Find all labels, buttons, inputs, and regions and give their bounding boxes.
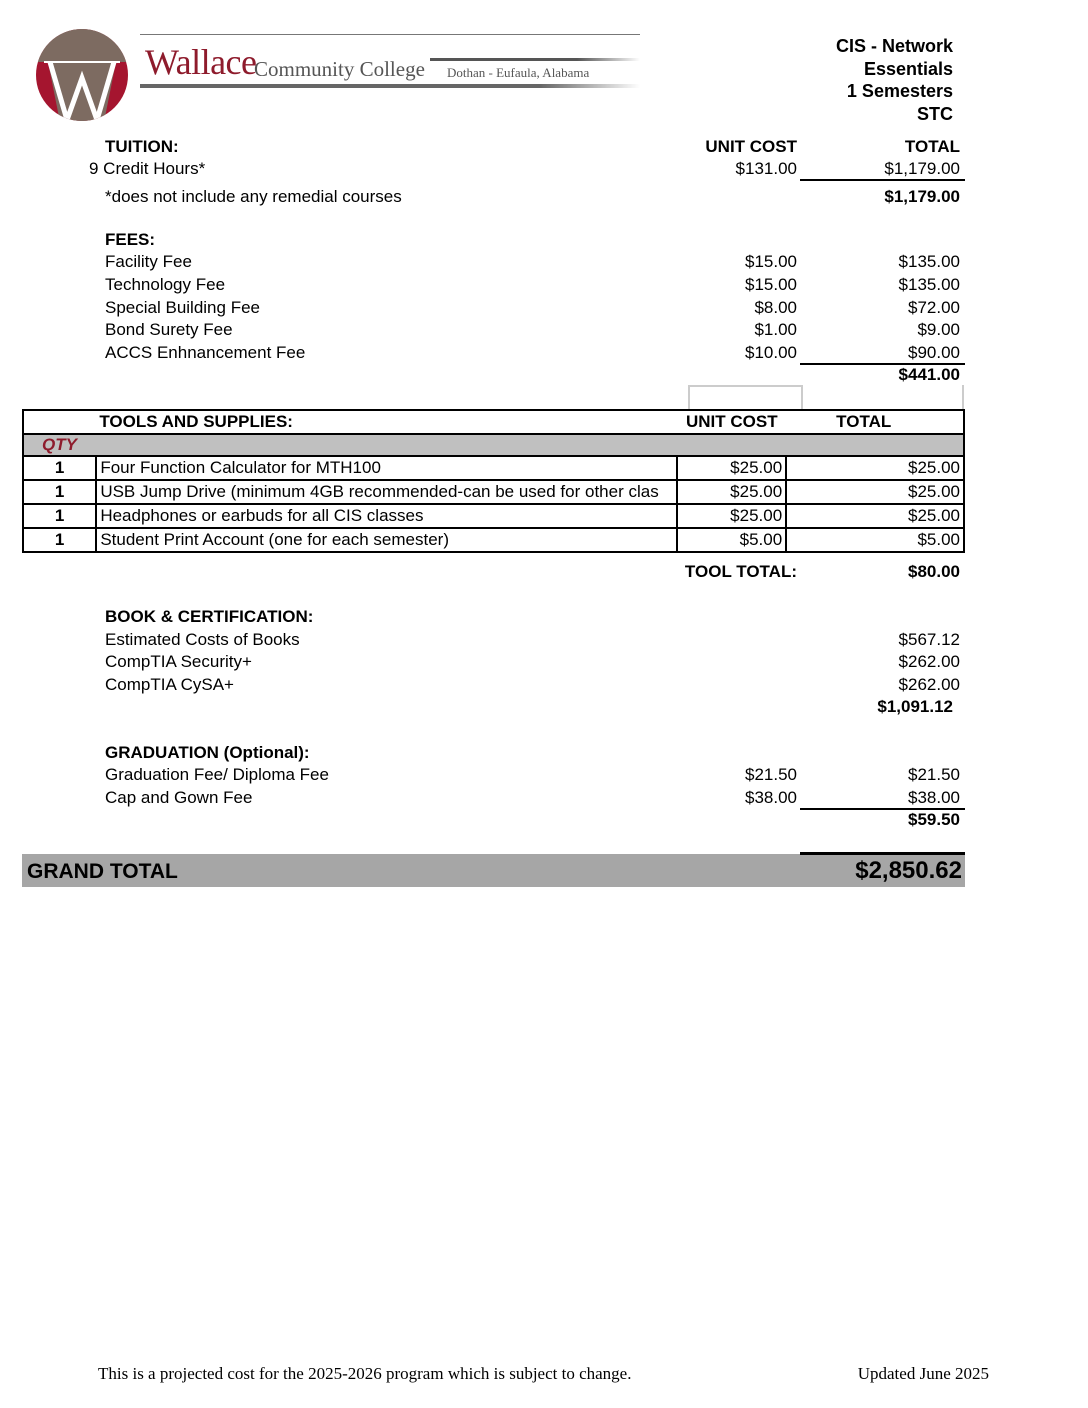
- tools-table: [22, 409, 965, 553]
- fee-total: $9.00: [917, 320, 960, 339]
- fee-unit-cost: $15.00: [745, 252, 797, 271]
- books-heading: BOOK & CERTIFICATION:: [105, 607, 314, 626]
- grand-total-overline: [800, 852, 965, 855]
- tool-qty: 1: [23, 456, 96, 480]
- fee-label: Bond Surety Fee: [105, 320, 233, 339]
- tool-total-label: TOOL TOTAL:: [684, 562, 797, 581]
- tools-unit-cost-header: UNIT COST: [677, 410, 786, 434]
- fee-label: ACCS Enhnancement Fee: [105, 343, 306, 362]
- tool-description: Student Print Account (one for each semester): [96, 528, 677, 552]
- tuition-note: *does not include any remedial courses: [105, 187, 402, 206]
- book-label: Estimated Costs of Books: [105, 630, 300, 649]
- tuition-unit-cost-header: UNIT COST: [705, 137, 797, 156]
- tool-total-value: $80.00: [908, 562, 960, 581]
- program-line: STC: [917, 103, 953, 124]
- tool-total: $25.00: [786, 456, 964, 480]
- tool-description: Four Function Calculator for MTH100: [96, 456, 677, 480]
- fee-total: $135.00: [898, 252, 960, 271]
- tools-total-header: TOTAL: [786, 410, 964, 434]
- fee-label: Technology Fee: [105, 275, 226, 294]
- tools-heading: TOOLS AND SUPPLIES:: [96, 410, 677, 434]
- empty-cell: [688, 385, 803, 411]
- table-row: [23, 456, 964, 480]
- book-label: CompTIA Security+: [105, 652, 252, 671]
- brand-divider-bottom: [140, 84, 640, 88]
- tuition-credit-hours: 9 Credit Hours*: [89, 159, 206, 178]
- fee-label: Special Building Fee: [105, 298, 260, 317]
- brand-divider-top: [140, 34, 640, 35]
- qty-header: QTY: [23, 434, 96, 456]
- graduation-unit-cost: $21.50: [745, 765, 797, 784]
- book-total: $262.00: [898, 675, 960, 694]
- program-line: 1 Semesters: [846, 81, 953, 101]
- fees-heading: FEES:: [105, 230, 156, 249]
- table-row: [23, 504, 964, 528]
- fee-unit-cost: $1.00: [754, 320, 797, 339]
- tools-header-row: [23, 410, 964, 434]
- fee-total: $135.00: [898, 275, 960, 294]
- tool-description: USB Jump Drive (minimum 4GB recommended-can be used for other clas: [96, 480, 677, 504]
- college-name: Wallace: [145, 42, 257, 82]
- tools-qty-row: [23, 434, 964, 456]
- graduation-heading: GRADUATION (Optional):: [105, 743, 310, 762]
- fees-subtotal: $441.00: [898, 365, 960, 384]
- tool-unit-cost: $25.00: [677, 480, 786, 504]
- empty-cell-border: [962, 385, 964, 409]
- grand-total-value: $2,850.62: [855, 857, 962, 884]
- tool-total: $25.00: [786, 480, 964, 504]
- tool-description: Headphones or earbuds for all CIS classes: [96, 504, 677, 528]
- tuition-underline: [800, 179, 965, 181]
- footer-disclaimer: This is a projected cost for the 2025-2026 program which is subject to change.: [98, 1364, 632, 1383]
- tool-unit-cost: $25.00: [677, 456, 786, 480]
- tuition-subtotal: $1,179.00: [884, 187, 960, 206]
- tool-total: $25.00: [786, 504, 964, 528]
- table-row: [23, 528, 964, 552]
- footer-updated: Updated June 2025: [857, 1364, 989, 1383]
- fee-total: $72.00: [908, 298, 960, 317]
- tuition-heading: TUITION:: [105, 137, 179, 156]
- tool-total: $5.00: [786, 528, 964, 552]
- wallace-w-logo-icon: [34, 28, 130, 122]
- tool-unit-cost: $5.00: [677, 528, 786, 552]
- tool-qty: 1: [23, 480, 96, 504]
- college-location: Dothan - Eufaula, Alabama: [447, 65, 590, 80]
- location-divider: [430, 58, 640, 61]
- tuition-unit-cost: $131.00: [735, 159, 797, 178]
- program-title: [836, 35, 953, 125]
- graduation-total: $21.50: [908, 765, 960, 784]
- grand-total-label: GRAND TOTAL: [27, 860, 178, 883]
- fee-unit-cost: $10.00: [745, 343, 797, 362]
- tool-qty: 1: [23, 528, 96, 552]
- graduation-subtotal: $59.50: [908, 810, 960, 829]
- fee-unit-cost: $8.00: [754, 298, 797, 317]
- tool-qty: 1: [23, 504, 96, 528]
- fee-unit-cost: $15.00: [745, 275, 797, 294]
- graduation-label: Cap and Gown Fee: [105, 788, 253, 807]
- book-total: $262.00: [898, 652, 960, 671]
- graduation-total: $38.00: [908, 788, 960, 807]
- program-line: CIS - Network: [835, 36, 953, 56]
- fee-total: $90.00: [908, 343, 960, 362]
- college-subname: Community College: [254, 57, 425, 81]
- book-total: $567.12: [898, 630, 960, 649]
- table-row: [23, 480, 964, 504]
- graduation-label: Graduation Fee/ Diploma Fee: [105, 765, 329, 784]
- books-subtotal: $1,091.12: [877, 697, 953, 716]
- tuition-total: $1,179.00: [884, 159, 960, 178]
- tuition-total-header: TOTAL: [904, 137, 960, 156]
- tool-unit-cost: $25.00: [677, 504, 786, 528]
- graduation-unit-cost: $38.00: [745, 788, 797, 807]
- program-line: Essentials: [863, 58, 953, 79]
- fee-label: Facility Fee: [105, 252, 192, 271]
- book-label: CompTIA CySA+: [105, 675, 234, 694]
